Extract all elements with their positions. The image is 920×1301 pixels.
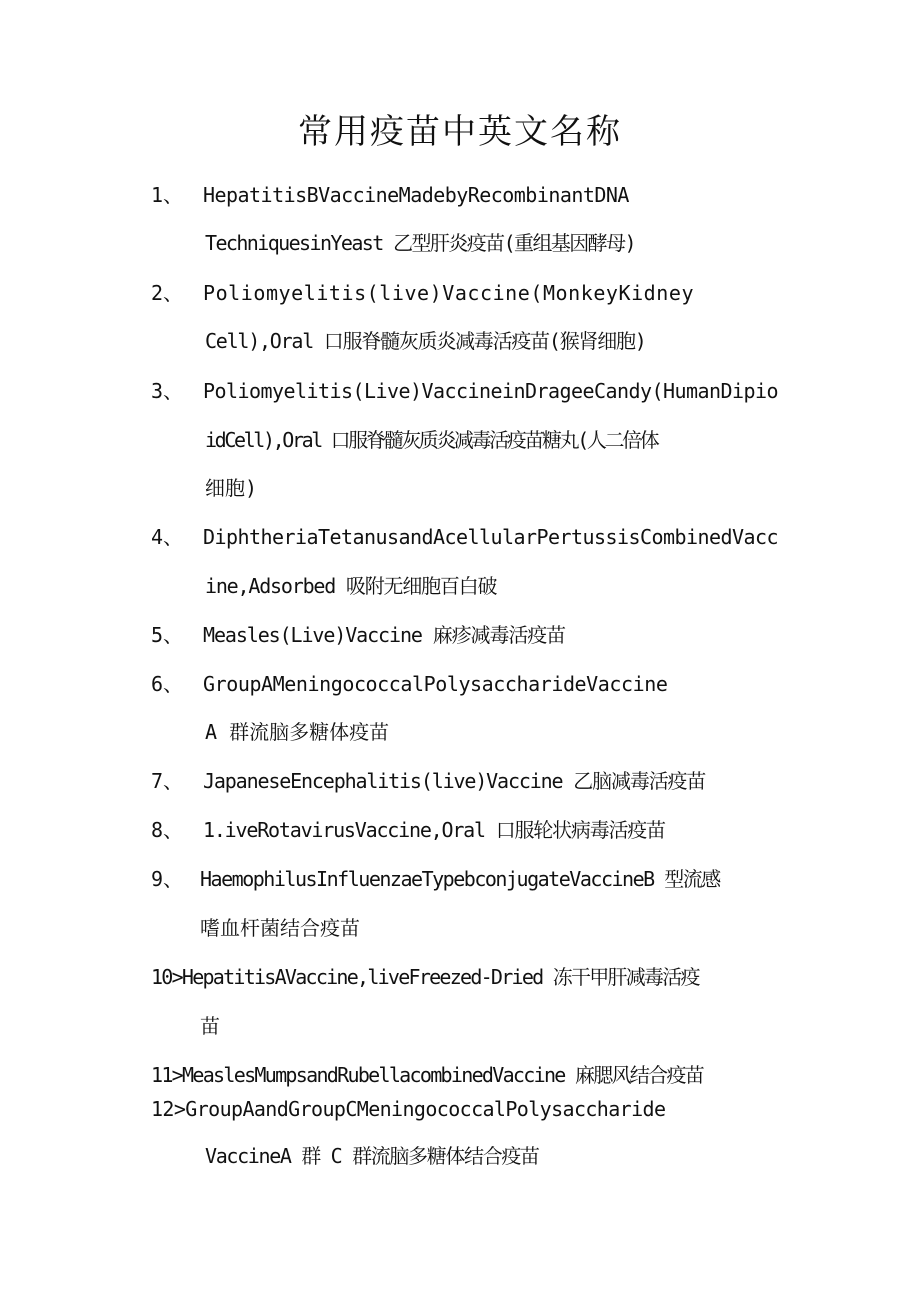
item-english-name: DiphtheriaTetanusandAcellularPertussisCombinedVacc bbox=[203, 525, 779, 549]
item-english-name: JapaneseEncephalitis(live)Vaccine 乙脑减毒活疫苗 bbox=[203, 769, 706, 793]
item-continuation: VaccineA 群 C 群流脑多糖体结合疫苗 bbox=[205, 1144, 539, 1168]
item-continuation: 细胞) bbox=[205, 476, 258, 500]
item-continuation: TechniquesinYeast 乙型肝炎疫苗(重组基因酵母) bbox=[205, 231, 635, 255]
item-number: 1、 bbox=[151, 183, 184, 207]
item-english-name: Poliomyelitis(live)Vaccine(MonkeyKidney bbox=[203, 281, 695, 305]
item-english-name: HaemophilusInfluenzaeTypebconjugateVaccineB 型流感 bbox=[200, 867, 720, 891]
item-english-name: GroupAMeningococcalPolysaccharideVaccine bbox=[203, 672, 668, 696]
item-number: 4、 bbox=[151, 525, 184, 549]
item-continuation: 苗 bbox=[200, 1014, 220, 1038]
item-continuation: ine,Adsorbed 吸附无细胞百白破 bbox=[205, 574, 497, 598]
item-number: 6、 bbox=[151, 672, 184, 696]
item-english-name: 10>HepatitisAVaccine,liveFreezed-Dried 冻干甲肝减毒活疫 bbox=[151, 965, 699, 989]
item-number: 7、 bbox=[151, 769, 184, 793]
item-continuation: idCell),Oral 口服脊髓灰质炎减毒活疫苗糖丸(人二倍体 bbox=[205, 428, 658, 452]
item-number: 2、 bbox=[151, 281, 184, 305]
item-english-name: 11>MeaslesMumpsandRubellacombinedVaccine 麻腮风结合疫苗 bbox=[151, 1063, 704, 1087]
item-english-name: 1.iveRotavirusVaccine,Oral 口服轮状病毒活疫苗 bbox=[203, 818, 665, 842]
item-continuation: 嗜血杆菌结合疫苗 bbox=[200, 916, 360, 940]
item-number: 8、 bbox=[151, 818, 184, 842]
item-english-name: HepatitisBVaccineMadebyRecombinantDNA bbox=[203, 183, 629, 207]
item-english-name: Measles(Live)Vaccine 麻疹减毒活疫苗 bbox=[203, 623, 566, 647]
item-continuation: Cell),Oral 口服脊髓灰质炎减毒活疫苗(猴肾细胞) bbox=[205, 329, 646, 353]
item-number: 5、 bbox=[151, 623, 184, 647]
item-number: 3、 bbox=[151, 379, 184, 403]
page-title: 常用疫苗中英文名称 bbox=[298, 112, 622, 152]
item-english-name: 12>GroupAandGroupCMeningococcalPolysaccharide bbox=[151, 1097, 666, 1121]
item-continuation: A 群流脑多糖体疫苗 bbox=[205, 720, 390, 744]
item-english-name: Poliomyelitis(Live)VaccineinDrageeCandy(HumanDipio bbox=[203, 379, 779, 403]
item-number: 9、 bbox=[151, 867, 184, 891]
